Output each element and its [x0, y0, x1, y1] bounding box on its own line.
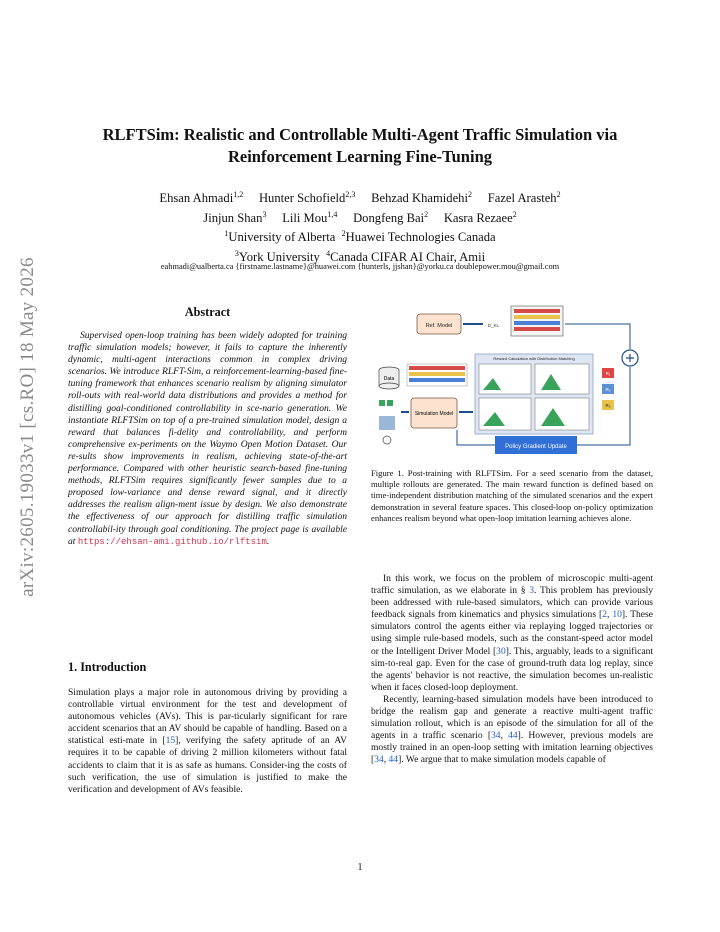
policy-gradient-label: Policy Gradient Update	[505, 444, 567, 450]
page-number: 1	[357, 862, 363, 873]
citation-link[interactable]: 44	[508, 730, 518, 742]
sim-model-label: Simulation Model	[414, 411, 454, 417]
svg-text:R₃: R₃	[605, 403, 611, 408]
author-block	[60, 187, 660, 266]
citation-link[interactable]: 34	[374, 754, 384, 766]
abstract-body: Supervised open-loop training has been widely adopted for training traffic simulation models; however, it fails to capture the inherently dynamic, multi-agent interactions common in complex driving scenarios. We introduce RLFT-Sim, a reinforcement-learning-based fine-tuning framework that enhances scenario realism by aligning simulator roll-outs with real-world data distributions and provides a method for distilling goal-conditioned controllability in sce-nario generation. We instantiate RLFTSim on top of a pre-trained simulation model, design a reward that balances fi-delity and controllability, and perform comprehensive ex-periments on the Waymo Open Motion Dataset. Our re-sults show improvements in realism, achieving state-of-the-art performance. Compared with other heuristic search-based fine-tuning methods, RLFTSim requires significantly fewer samples due to a proposed low-variance and dense reward signal, and it directly addresses the realism align-ment issue by design. We also demonstrate the effectiveness of our approach for distilling traffic simulation controllabil-ity through goal conditioning. The project page is available at https://ehsan-ami.github.io/rlftsim.	[68, 330, 347, 547]
author: Jinjun Shan	[203, 210, 263, 225]
author: Lili Mou	[282, 210, 328, 225]
paper-title: RLFTSim: Realistic and Controllable Multi-Agent Traffic Simulation via Reinforcement Learning Fine-Tuning	[102, 125, 618, 166]
author: Fazel Arasteh	[487, 191, 557, 206]
citation-link[interactable]: 44	[388, 754, 399, 766]
svg-text:R₁: R₁	[605, 371, 611, 376]
data-label: Data	[383, 376, 395, 382]
intro-paragraph-1: Simulation plays a major role in autonomous driving by providing a controllable virtual environment for the test and development of autonomous vehicles (AVs). This is par-ticularly significant for rare accident scenarios that an AV should be capable of handling. Based on a statistical esti-mate in [15], verifying the safety aptitude of an AV requires it to be capable of driving 2 million kilometers without fatal accidents to claim that it is as safe as humans. Consider-ing the costs of such verification, the use of simulation is justified to make the verification and development of AVs feasible.	[68, 687, 347, 795]
right-column-text	[371, 573, 653, 767]
citation-link[interactable]: 34	[491, 730, 501, 742]
dkl-label: - D_KL	[485, 323, 500, 328]
figure-1-diagram	[371, 300, 653, 458]
figure-1-caption: Figure 1. Post-training with RLFTSim. For a seed scenario from the dataset, multiple rollouts are generated. The main reward function is defined based on time-independent distribution matching of the simulated scenarios and the expert demonstration in several feature spaces. This closed-loop on-policy optimization enhances realism beyond what open-loop imitation learning achieves alone.	[371, 468, 653, 523]
citation-link[interactable]: 3	[529, 585, 535, 597]
intro-paragraph-3: Recently, learning-based simulation models have been introduced to bridge the realism gap and generate a reactive multi-agent traffic simulation rollout, which is an episode of the simulation for all of the agents in a traffic scenario [34, 44]. However, previous models are mostly trained in an open-loop setting with imitation learning objectives [34, 44]. We argue that to make simulation models capable of	[371, 693, 654, 766]
reward-title: Reward Calculation with Distribution Matching	[493, 356, 575, 361]
author: Kasra Rezaee	[443, 210, 513, 225]
citation-link[interactable]: 10	[612, 609, 622, 621]
svg-text:R₂: R₂	[605, 387, 611, 392]
author: Hunter Schofield	[258, 191, 346, 206]
author: Behzad Khamidehi	[371, 191, 468, 206]
ref-model-label: Ref. Model	[425, 323, 453, 329]
affiliation-line-1: $^1$University of Alberta $^2$Huawei Technologies Canada	[224, 229, 496, 245]
init-conditions-icons	[379, 400, 395, 444]
citation-link[interactable]: 2	[602, 609, 607, 621]
author: Dongfeng Bai	[353, 210, 425, 225]
author-line-2: Jinjun Shan$^3$ Lili Mou$^{1,4}$ Dongfeng Bai$^2$ Kasra Rezaee$^2$	[203, 209, 517, 225]
author-line-1: Ehsan Ahmadi$^{1,2}$ Hunter Schofield$^{2,3}$ Behzad Khamidehi$^2$ Fazel Arasteh$^2$	[159, 190, 561, 206]
citation-link[interactable]: 30	[496, 645, 506, 657]
citation-link[interactable]: 15	[165, 735, 176, 747]
abstract-heading: Abstract	[184, 305, 231, 319]
arxiv-stamp: arXiv:2605.19033v1 [cs.RO] 18 May 2026	[17, 257, 38, 597]
section-heading-introduction: 1. Introduction	[68, 660, 147, 674]
affiliation-line-2: $^3$York University $^4$Canada CIFAR AI Chair, Amii	[234, 249, 486, 265]
author-emails: eahmadi@ualberta.ca {firstname.lastname}@huawei.com {hunterls, jjshan}@yorku.ca doublepower.mou@gmail.com	[160, 262, 560, 271]
project-link[interactable]: https://ehsan-ami.github.io/rlftsim	[77, 536, 267, 547]
intro-paragraph-2: In this work, we focus on the problem of microscopic multi-agent traffic simulation, as we elaborate in § 3. This problem has previously been addressed with rule-based simulators, which can provide various feedback signals from kinematics and physics simulations [2, 10]. These simulators control the agents either via replaying logged trajectories or using simple rule-based models, such as the constant-speed actor model or the Intelligent Driver Model [30]. This, arguably, leads to a significant sim-to-real gap. Even for the case of ground-truth data log replay, since the agents' behavior is not reactive, the simulation becomes un-realistic when it faces closed-loop deployment.	[371, 573, 654, 693]
author: Ehsan Ahmadi	[159, 191, 234, 206]
